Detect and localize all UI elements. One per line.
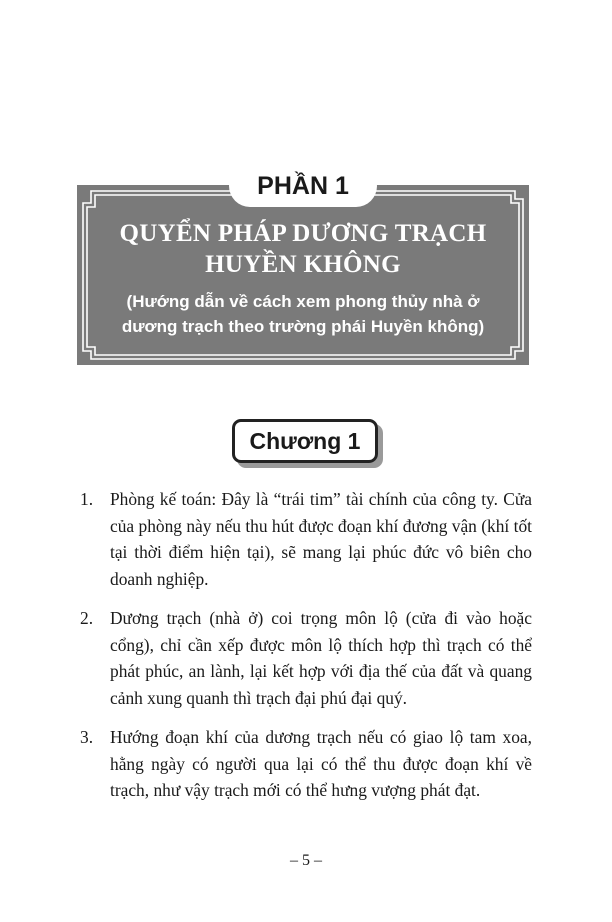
page-number: – 5 – bbox=[290, 852, 322, 869]
item-text: Hướng đoạn khí của dương trạch nếu có giao lộ tam xoa, hằng ngày có người qua lại có thể thu được đoạn khí về trạch, như vậy trạch mới có thể hưng vượng phát đạt. bbox=[110, 727, 532, 800]
part-title bbox=[77, 218, 529, 280]
item-number: 3. bbox=[80, 727, 94, 747]
list-item bbox=[80, 724, 532, 804]
part-subtitle bbox=[77, 289, 529, 339]
part-subtitle-line: (Hướng dẫn về cách xem phong thủy nhà ở bbox=[126, 292, 480, 311]
item-number: 1. bbox=[80, 489, 94, 509]
item-text: Phòng kế toán: Đây là “trái tim” tài chính của công ty. Cửa của phòng này nếu thu hút được đoạn khí đương vận (khí tốt tại thời điểm hiện tại), sẽ mang lại phúc đức vô biên cho doanh nghiệp. bbox=[110, 489, 532, 589]
numbered-list bbox=[80, 486, 532, 817]
part-title-line: HUYỀN KHÔNG bbox=[205, 251, 401, 278]
item-text: Dương trạch (nhà ở) coi trọng môn lộ (cửa đi vào hoặc cổng), chỉ cần xếp được môn lộ thích hợp thì trạch có thể phát phúc, an lành, lại kết hợp với địa thế của đất và quang cảnh xung quanh thì trạch đại phú đại quý. bbox=[110, 608, 532, 708]
part-title-line: QUYỂN PHÁP DƯƠNG TRẠCH bbox=[119, 220, 487, 247]
list-item bbox=[80, 486, 532, 592]
list-item bbox=[80, 605, 532, 711]
part-subtitle-line: dương trạch theo trường phái Huyền không) bbox=[121, 317, 485, 336]
part-label: PHẦN 1 bbox=[229, 165, 377, 207]
chapter-heading: Chương 1 bbox=[232, 419, 378, 463]
item-number: 2. bbox=[80, 608, 94, 628]
